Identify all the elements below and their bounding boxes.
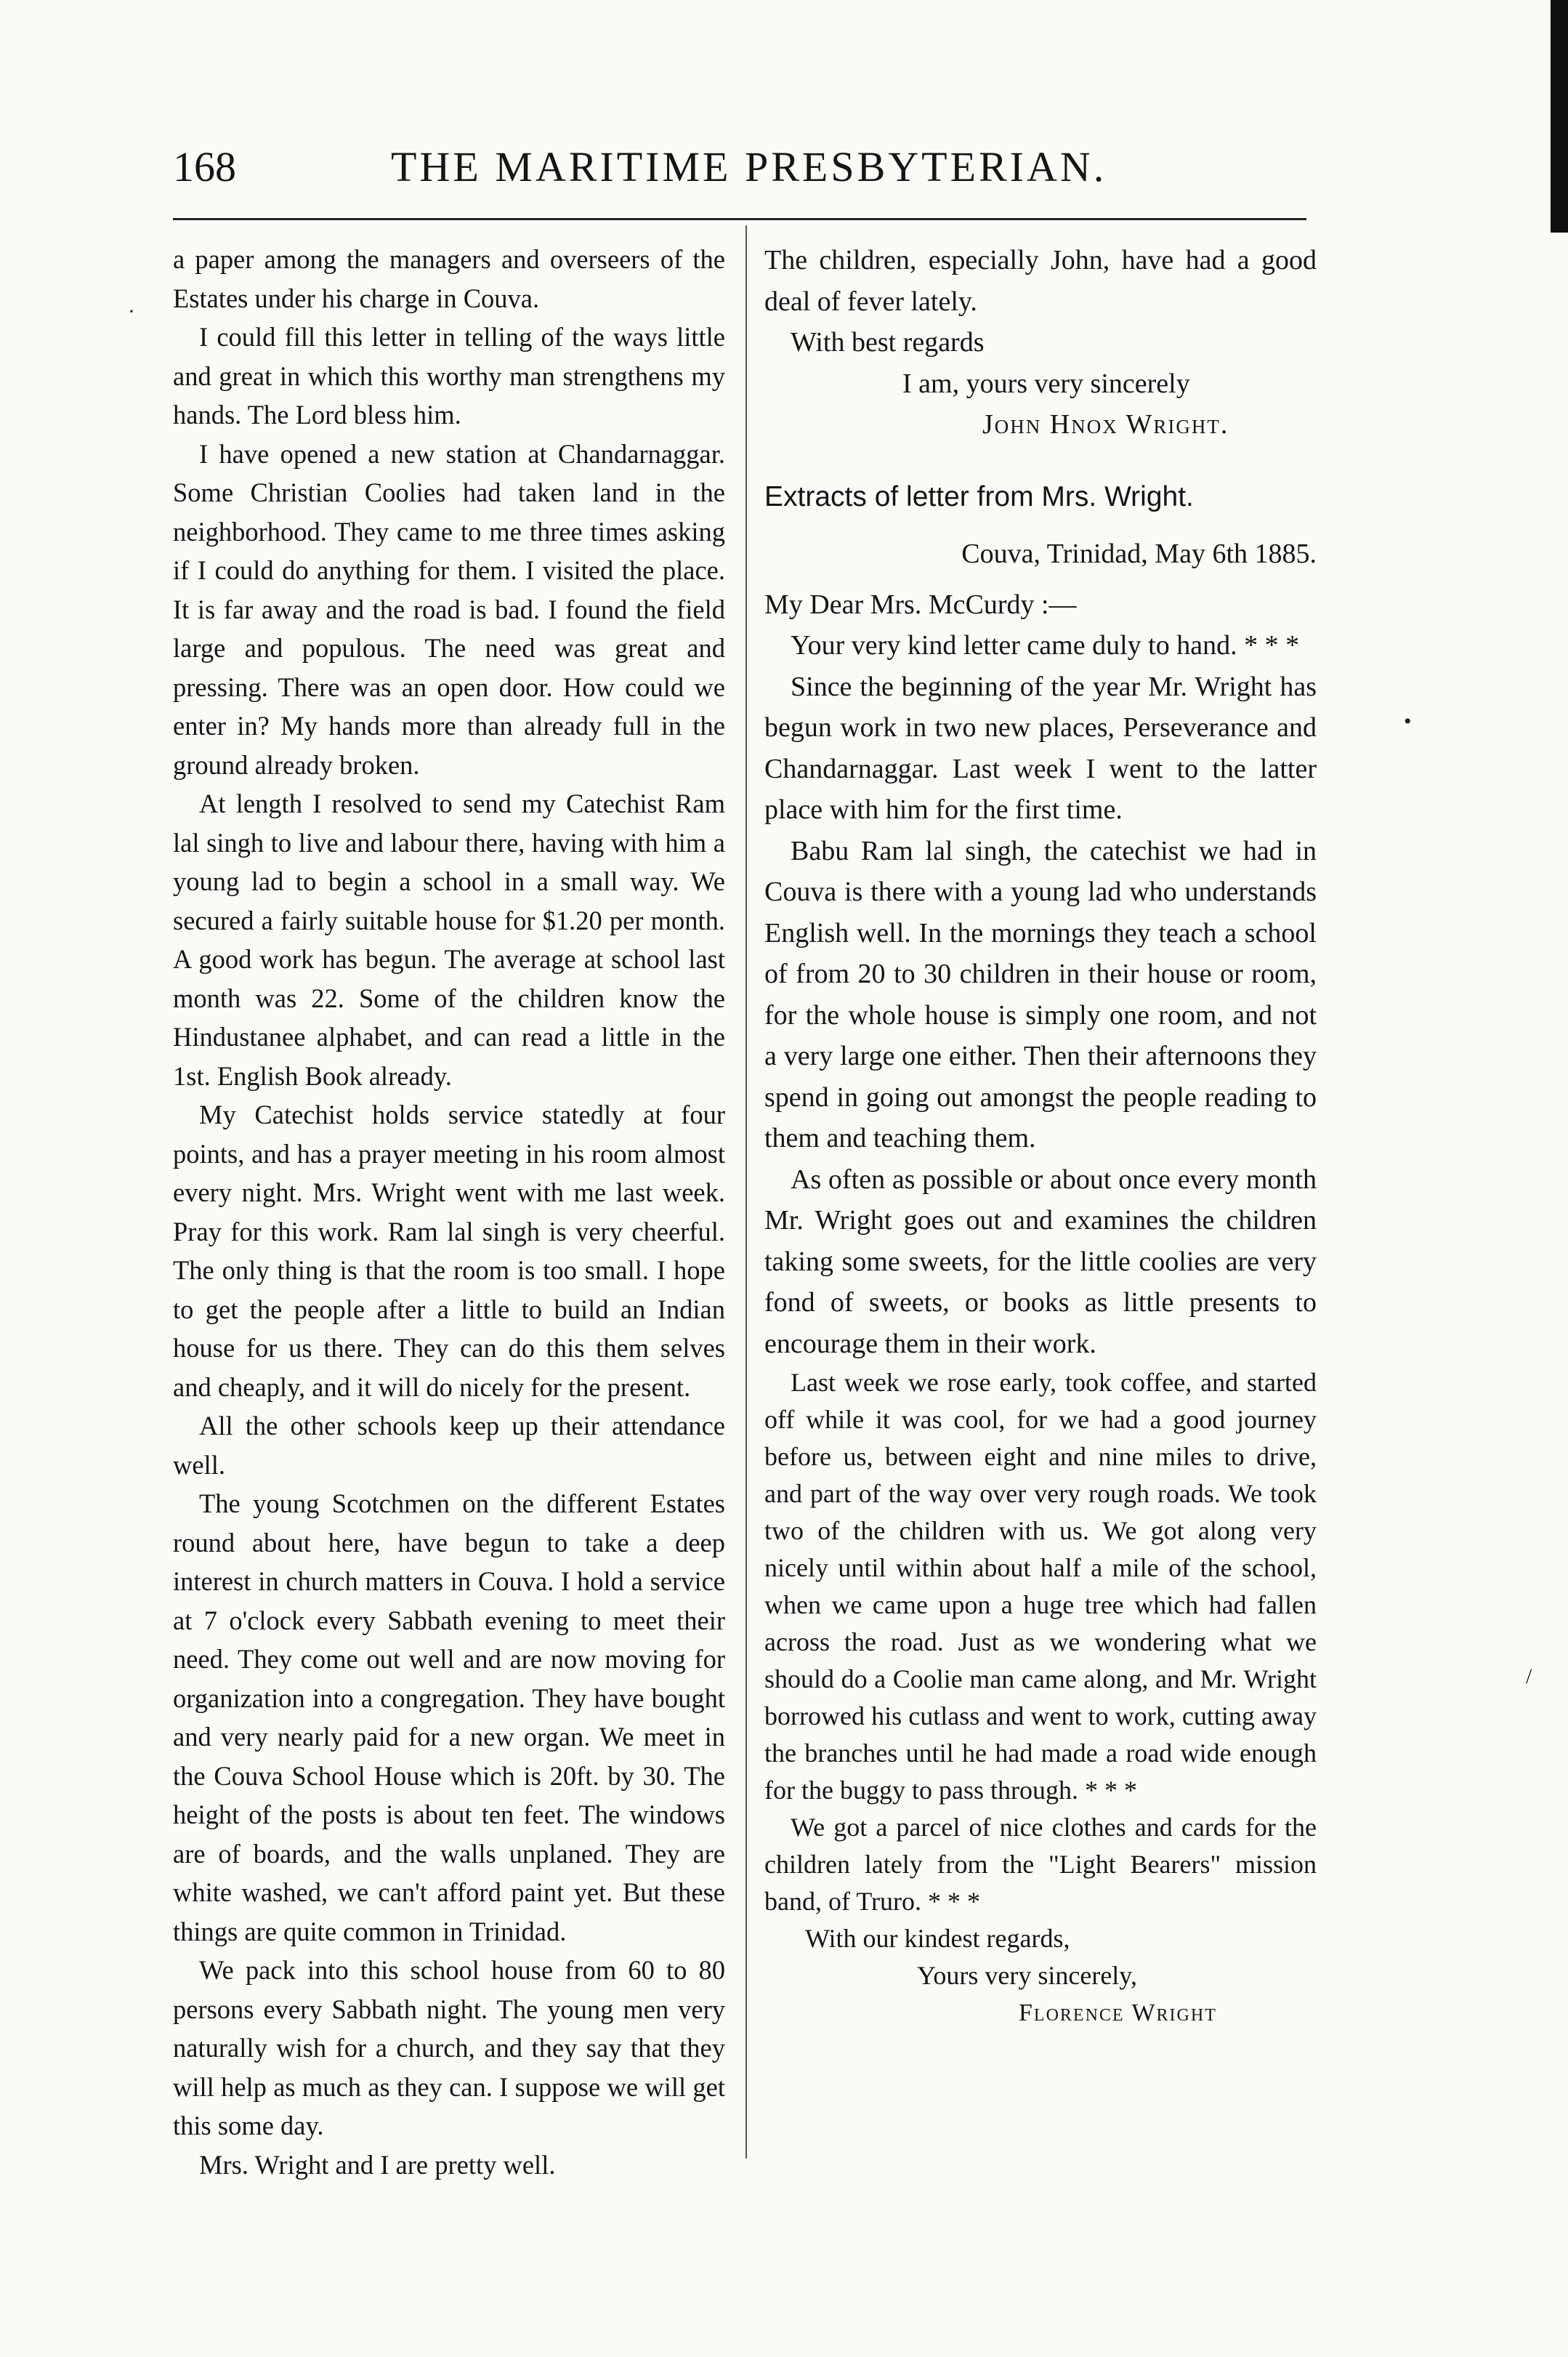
salutation: My Dear Mrs. McCurdy :— [764,589,1077,620]
page-edge-bar [1551,0,1568,233]
closing-sincerely: Yours very sincerely, [917,1961,1137,1990]
page-header [173,142,1306,208]
left-paragraph-3: I have opened a new station at Chandarnaggar. Some Christian Coolies had taken land in the neighborhood. They came to me three times asking if I could do anything for them. I visited the place. It is far away and the road is bad. I found the field large and populous. The need was great and pressing. There was an open door. How could we enter in? My hands more than already full in the ground already broken. [173,438,725,780]
right-column [764,240,1317,2031]
page-number: 168 [173,143,236,190]
right-regards: With best regards [791,327,985,358]
left-paragraph-4: At length I resolved to send my Catechist Ram lal singh to live and labour there, having with him a young lad to begin a school in a small way. We secured a fairly suitable house for $1.20 per month. A good work has begun. The average at school last month was 22. Some of the children know the Hindustanee alphabet, and can read a little in the 1st. English Book already. [173,789,725,1091]
left-paragraph-2: I could fill this letter in telling of the ways little and great in which this worthy man strengthens my hands. The Lord bless him. [173,322,725,430]
signature-john-wright: John Hnox Wright. [982,409,1229,440]
left-paragraph-1: a paper among the managers and overseers of the Estates under his charge in Couva. [173,244,725,313]
right-paragraph-5: Babu Ram lal singh, the catechist we had in Couva is there with a young lad who understands English well. In the mornings they teach a school of from 20 to 30 children in their house or room, for the whole house is simply one room, and not a very large one either. Then their afternoons they spend in going out amongst the people reading to them and teaching them. [764,835,1317,1153]
right-paragraph-3: Your very kind letter came duly to hand. * * * [791,630,1300,661]
header-rule [173,218,1306,220]
right-paragraph-4: Since the beginning of the year Mr. Wright has begun work in two new places, Perseverance and Chandarnaggar. Last week I went to the latter place with him for the first time. [764,671,1317,825]
margin-mark: · [128,299,135,323]
column-divider [745,225,747,2159]
left-paragraph-6: All the other schools keep up their attendance well. [173,1411,725,1480]
left-paragraph-8: We pack into this school house from 60 to 80 persons every Sabbath night. The young men very naturally wish for a church, and they say that they will help as much as they can. I suppose we will get this some day. [173,1955,725,2140]
left-paragraph-7: The young Scotchmen on the different Estates round about here, have begun to take a deep interest in church matters in Couva. I hold a service at 7 o'clock every Sabbath evening to meet their need. They come out well and are now moving for organization into a congregation. They have bought and very nearly paid for a new organ. We meet in the Couva School House which is 20ft. by 30. The height of the posts is about ten feet. The windows are of boards, and the walls unplaned. They are white washed, we can't afford paint yet. But these things are quite common in Trinidad. [173,1488,725,1946]
running-title: THE MARITIME PRESBYTERIAN. [391,143,1107,190]
margin-mark: • [1404,709,1412,733]
closing-regards: With our kindest regards, [805,1924,1070,1953]
right-closing: I am, yours very sincerely [902,368,1190,399]
left-paragraph-9: Mrs. Wright and I are pretty well. [199,2149,556,2180]
extract-heading: Extracts of letter from Mrs. Wright. [764,480,1194,512]
dateline: Couva, Trinidad, May 6th 1885. [961,539,1317,569]
left-paragraph-5: My Catechist holds service statedly at four points, and has a prayer meeting in his room almost every night. Mrs. Wright went with me last week. Pray for this work. Ram lal singh is very cheerful. The only thing is that the room is too small. I hope to get the people after a little to build an Indian house for us there. They can do this them selves and cheaply, and it will do nicely for the present. [173,1100,725,1402]
signature-florence-wright: Florence Wright [1019,1999,1217,2026]
right-paragraph-7: Last week we rose early, took coffee, and started off while it was cool, for we had a good journey before us, between eight and nine miles to drive, and part of the way over very rough roads. We took two of the children with us. We got along very nicely until within about half a mile of the school, when we came upon a huge tree which had fallen across the road. Just as we wondering what we should do a Coolie man came along, and Mr. Wright borrowed his cutlass and went to work, cutting away the branches until he had made a road wide enough for the buggy to pass through. * * * [764,1368,1317,1805]
left-column [173,240,725,2184]
right-paragraph-8: We got a parcel of nice clothes and cards for the children lately from the "Light Bearers" mission band, of Truro. * * * [764,1813,1317,1916]
margin-mark: / [1526,1664,1532,1688]
right-paragraph-1: The children, especially John, have had a good deal of fever lately. [764,245,1317,317]
right-paragraph-6: As often as possible or about once every month Mr. Wright goes out and examines the children taking some sweets, for the little coolies are very fond of sweets, or books as little presents to encourage them in their work. [764,1164,1317,1359]
